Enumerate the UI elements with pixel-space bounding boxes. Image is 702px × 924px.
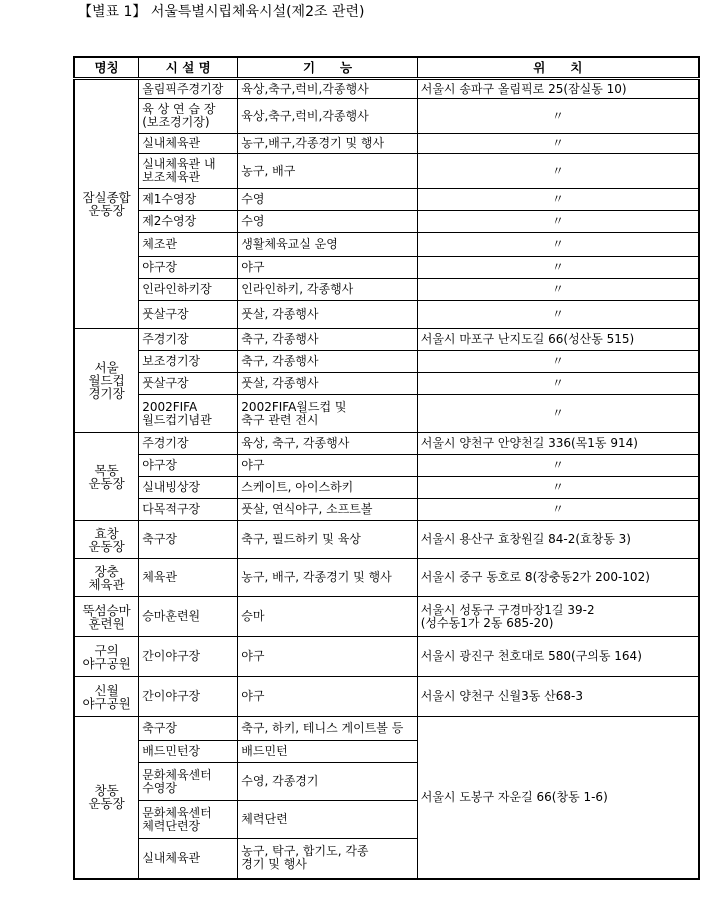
ditto-mark: 〃 — [417, 455, 699, 477]
facility-function: 풋살, 각종행사 — [238, 373, 417, 395]
facility-function: 육상,축구,럭비,각종행사 — [238, 79, 417, 99]
venue-name: 효창 운동장 — [74, 521, 139, 559]
table-row — [74, 279, 699, 301]
facility-name: 실내체육관 — [139, 134, 238, 154]
facility-function: 배드민턴 — [238, 741, 417, 763]
ditto-mark: 〃 — [417, 373, 699, 395]
facility-name: 주경기장 — [139, 329, 238, 351]
facility-name: 2002FIFA 월드컵기념관 — [139, 395, 238, 433]
table-row — [74, 134, 699, 154]
ditto-mark: 〃 — [417, 257, 699, 279]
table-row — [74, 717, 699, 741]
facility-function: 수영, 각종경기 — [238, 763, 417, 801]
facility-location: 서울시 성동구 구경마장1길 39-2 (성수동1가 2동 685-20) — [417, 597, 699, 637]
facility-location: 서울시 송파구 올림픽로 25(잠실동 10) — [417, 79, 699, 99]
facility-function: 2002FIFA월드컵 및 축구 관련 전시 — [238, 395, 417, 433]
facilities-table — [73, 56, 700, 880]
table-row — [74, 477, 699, 499]
facility-name: 야구장 — [139, 257, 238, 279]
facility-function: 농구, 배구 — [238, 154, 417, 189]
facility-name: 육 상 연 습 장 (보조경기장) — [139, 99, 238, 134]
facility-location: 서울시 도봉구 자운길 66(창동 1-6) — [417, 717, 699, 879]
facility-name: 제2수영장 — [139, 211, 238, 233]
ditto-mark: 〃 — [417, 233, 699, 257]
table-row — [74, 521, 699, 559]
facility-name: 간이야구장 — [139, 677, 238, 717]
facility-name: 실내빙상장 — [139, 477, 238, 499]
ditto-mark: 〃 — [417, 499, 699, 521]
facility-location: 서울시 양천구 안양천길 336(목1동 914) — [417, 433, 699, 455]
ditto-mark: 〃 — [417, 301, 699, 329]
facility-function: 승마 — [238, 597, 417, 637]
facility-name: 체조관 — [139, 233, 238, 257]
facility-function: 풋살, 연식야구, 소프트볼 — [238, 499, 417, 521]
header-location: 위 치 — [417, 57, 699, 79]
header-row — [74, 57, 699, 79]
facility-function: 야구 — [238, 257, 417, 279]
facility-name: 인라인하키장 — [139, 279, 238, 301]
table-row — [74, 189, 699, 211]
venue-name: 뚝섬승마 훈련원 — [74, 597, 139, 637]
venue-name: 서울 월드컵 경기장 — [74, 329, 139, 433]
ditto-mark: 〃 — [417, 189, 699, 211]
facility-function: 육상,축구,럭비,각종행사 — [238, 99, 417, 134]
facility-function: 농구, 배구, 각종경기 및 행사 — [238, 559, 417, 597]
ditto-mark: 〃 — [417, 154, 699, 189]
table-row — [74, 329, 699, 351]
facility-name: 제1수영장 — [139, 189, 238, 211]
table-row — [74, 233, 699, 257]
facility-name: 문화체육센터 수영장 — [139, 763, 238, 801]
facility-name: 간이야구장 — [139, 637, 238, 677]
facility-location: 서울시 광진구 천호대로 580(구의동 164) — [417, 637, 699, 677]
table-row — [74, 373, 699, 395]
table-row — [74, 154, 699, 189]
ditto-mark: 〃 — [417, 211, 699, 233]
table-row — [74, 677, 699, 717]
facility-name: 주경기장 — [139, 433, 238, 455]
facility-name: 풋살구장 — [139, 301, 238, 329]
venue-name: 목동 운동장 — [74, 433, 139, 521]
header-function: 기 능 — [238, 57, 417, 79]
facility-name: 야구장 — [139, 455, 238, 477]
header-name: 명칭 — [74, 57, 139, 79]
table-row — [74, 395, 699, 433]
table-row — [74, 499, 699, 521]
facility-name: 문화체육센터 체력단련장 — [139, 801, 238, 839]
facility-name: 배드민턴장 — [139, 741, 238, 763]
facility-name: 축구장 — [139, 717, 238, 741]
facility-function: 축구, 하키, 테니스 게이트볼 등 — [238, 717, 417, 741]
ditto-mark: 〃 — [417, 351, 699, 373]
table-row — [74, 351, 699, 373]
venue-name: 구의 야구공원 — [74, 637, 139, 677]
facility-function: 수영 — [238, 189, 417, 211]
table-row — [74, 559, 699, 597]
facility-function: 인라인하키, 각종행사 — [238, 279, 417, 301]
venue-name: 신월 야구공원 — [74, 677, 139, 717]
ditto-mark: 〃 — [417, 395, 699, 433]
venue-name: 창동 운동장 — [74, 717, 139, 879]
facility-location: 서울시 중구 동호로 8(장충동2가 200-102) — [417, 559, 699, 597]
table-row — [74, 637, 699, 677]
table-row — [74, 211, 699, 233]
facility-name: 올림픽주경기장 — [139, 79, 238, 99]
facility-name: 체육관 — [139, 559, 238, 597]
facility-function: 육상, 축구, 각종행사 — [238, 433, 417, 455]
ditto-mark: 〃 — [417, 477, 699, 499]
facility-function: 체력단련 — [238, 801, 417, 839]
table-row — [74, 301, 699, 329]
facility-name: 풋살구장 — [139, 373, 238, 395]
table-row — [74, 597, 699, 637]
facility-function: 축구, 필드하키 및 육상 — [238, 521, 417, 559]
facility-function: 생활체육교실 운영 — [238, 233, 417, 257]
facility-function: 스케이트, 아이스하키 — [238, 477, 417, 499]
facility-function: 풋살, 각종행사 — [238, 301, 417, 329]
facility-function: 야구 — [238, 677, 417, 717]
facility-location: 서울시 마포구 난지도길 66(성산동 515) — [417, 329, 699, 351]
facility-function: 야구 — [238, 637, 417, 677]
table-row — [74, 79, 699, 99]
table-row — [74, 433, 699, 455]
facility-name: 실내체육관 내 보조체육관 — [139, 154, 238, 189]
facility-name: 보조경기장 — [139, 351, 238, 373]
facility-name: 실내체육관 — [139, 839, 238, 879]
table-body — [74, 79, 699, 879]
facility-name: 다목적구장 — [139, 499, 238, 521]
document-title: 【별표 1】 서울특별시립체육시설(제2조 관련) — [78, 4, 365, 20]
ditto-mark: 〃 — [417, 134, 699, 154]
table-row — [74, 99, 699, 134]
facility-location: 서울시 양천구 신월3동 산68-3 — [417, 677, 699, 717]
venue-name: 장충 체육관 — [74, 559, 139, 597]
facility-function: 야구 — [238, 455, 417, 477]
header-facility: 시 설 명 — [139, 57, 238, 79]
facility-name: 승마훈련원 — [139, 597, 238, 637]
table-row — [74, 257, 699, 279]
facility-location: 서울시 용산구 효창원길 84-2(효창동 3) — [417, 521, 699, 559]
facility-function: 축구, 각종행사 — [238, 329, 417, 351]
ditto-mark: 〃 — [417, 279, 699, 301]
facility-function: 농구,배구,각종경기 및 행사 — [238, 134, 417, 154]
venue-name: 잠실종합 운동장 — [74, 79, 139, 329]
facility-function: 축구, 각종행사 — [238, 351, 417, 373]
facility-function: 농구, 탁구, 합기도, 각종 경기 및 행사 — [238, 839, 417, 879]
table-row — [74, 455, 699, 477]
facility-function: 수영 — [238, 211, 417, 233]
ditto-mark: 〃 — [417, 99, 699, 134]
facility-name: 축구장 — [139, 521, 238, 559]
